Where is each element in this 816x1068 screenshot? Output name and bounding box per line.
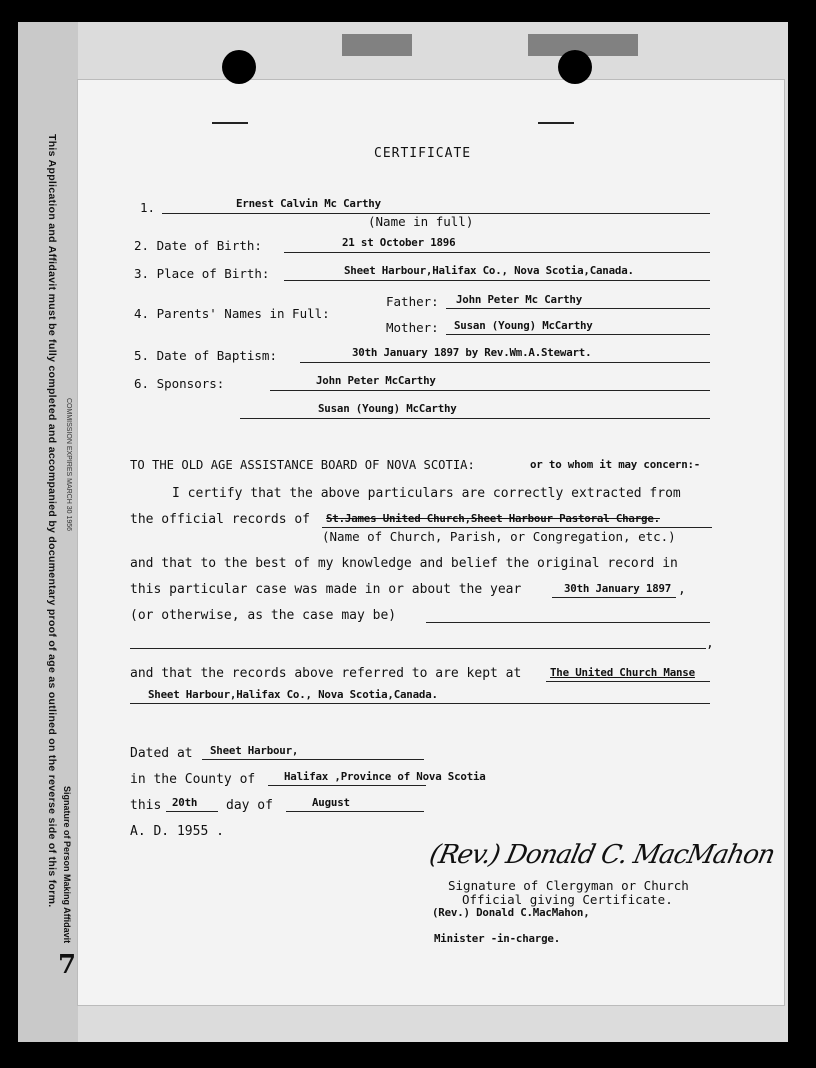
tape-strip-left — [342, 34, 412, 56]
mark-dash-right — [538, 122, 574, 124]
item1-number: 1. — [140, 200, 156, 215]
church-line — [322, 527, 712, 528]
mother-line — [446, 334, 710, 335]
ad-year: A. D. 1955 . — [130, 824, 224, 839]
records-place1-line — [546, 681, 710, 682]
clergyman-signature: (Rev.) Donald C. MacMahon — [426, 840, 778, 870]
day-value: 20th — [172, 796, 198, 809]
records-place2: Sheet Harbour,Halifax Co., Nova Scotia,Canada. — [148, 688, 438, 701]
blank-fill-line — [130, 648, 706, 649]
affidavit-signature-label: Signature of Person Making Affidavit — [62, 786, 72, 944]
father-label: Father: — [386, 294, 439, 309]
sponsor1-value: John Peter McCarthy — [316, 374, 436, 387]
father-value: John Peter Mc Carthy — [456, 293, 583, 306]
baptism-value: 30th January 1897 by Rev.Wm.A.Stewart. — [352, 346, 592, 359]
date-of-birth-value: 21 st October 1896 — [342, 236, 456, 249]
dated-place: Sheet Harbour, — [210, 744, 299, 757]
otherwise-fill-line — [426, 622, 710, 623]
records-place1: The United Church Manse — [550, 666, 695, 679]
signature-caption2: Official giving Certificate. — [462, 892, 673, 907]
county-label: in the County of — [130, 772, 256, 787]
clergyman-title: Minister -in-charge. — [434, 932, 561, 945]
baptism-label: 5. Date of Baptism: — [134, 348, 277, 363]
year-value: 30th January 1897 — [564, 582, 672, 595]
blank-comma: , — [706, 636, 714, 651]
year-suffix: , — [678, 582, 686, 597]
baptism-line — [300, 362, 710, 363]
date-of-birth-line — [284, 252, 710, 253]
place-of-birth-line — [284, 280, 710, 281]
mark-dash-left — [212, 122, 248, 124]
full-name-value: Ernest Calvin Mc Carthy — [236, 197, 381, 210]
place-of-birth-label: 3. Place of Birth: — [134, 266, 270, 281]
clergyman-typed-name: (Rev.) Donald C.MacMahon, — [432, 906, 590, 919]
year-prefix: this particular case was made in or about the year — [130, 582, 522, 597]
sponsor2-line — [240, 418, 710, 419]
records-prefix: the official records of — [130, 512, 311, 527]
county-value: Halifax ,Province of Nova Scotia — [284, 770, 486, 783]
year-line — [552, 597, 676, 598]
sponsor1-line — [270, 390, 710, 391]
records-place2-line — [130, 703, 710, 704]
records-kept-prefix: and that the records above referred to are kept at — [130, 666, 522, 681]
sponsor2-value: Susan (Young) McCarthy — [318, 402, 457, 415]
signature-caption1: Signature of Clergyman or Church — [448, 878, 689, 893]
month-line — [286, 811, 424, 812]
certify-line: I certify that the above particulars are correctly extracted from — [172, 486, 681, 501]
margin-instruction: This Application and Affidavit must be fully completed and accompanied by documentary proof of age as outlined on the reverse side of this form. — [46, 134, 58, 908]
day-line — [166, 811, 218, 812]
page-mark: 7 — [58, 950, 77, 980]
date-of-birth-label: 2. Date of Birth: — [134, 238, 262, 253]
county-line — [268, 785, 426, 786]
punch-hole-left — [222, 50, 256, 84]
knowledge-line: and that to the best of my knowledge and belief the original record in — [130, 556, 678, 571]
addressee: TO THE OLD AGE ASSISTANCE BOARD OF NOVA SCOTIA: — [130, 458, 475, 472]
punch-hole-right — [558, 50, 592, 84]
mother-label: Mother: — [386, 320, 439, 335]
parents-label: 4. Parents' Names in Full: — [134, 306, 330, 321]
church-caption: (Name of Church, Parish, or Congregation, etc.) — [322, 529, 676, 544]
sponsors-label: 6. Sponsors: — [134, 376, 225, 391]
this-label: this — [130, 798, 162, 813]
certificate-title: CERTIFICATE — [374, 146, 472, 161]
addressee-typed: or to whom it may concern:- — [530, 458, 701, 471]
month-value: August — [312, 796, 350, 809]
father-line — [446, 308, 710, 309]
mother-value: Susan (Young) McCarthy — [454, 319, 593, 332]
otherwise-line: (or otherwise, as the case may be) — [130, 608, 397, 623]
full-name-caption: (Name in full) — [368, 214, 474, 229]
place-of-birth-value: Sheet Harbour,Halifax Co., Nova Scotia,Canada. — [344, 264, 634, 277]
commission-stamp: COMMISSION EXPIRES MARCH 30 1956 — [65, 398, 72, 532]
dated-place-line — [202, 759, 424, 760]
dated-label: Dated at — [130, 746, 193, 761]
day-of-label: day of — [226, 798, 273, 813]
church-value: St.James United Church,Sheet Harbour Pastoral Charge. — [326, 512, 660, 525]
